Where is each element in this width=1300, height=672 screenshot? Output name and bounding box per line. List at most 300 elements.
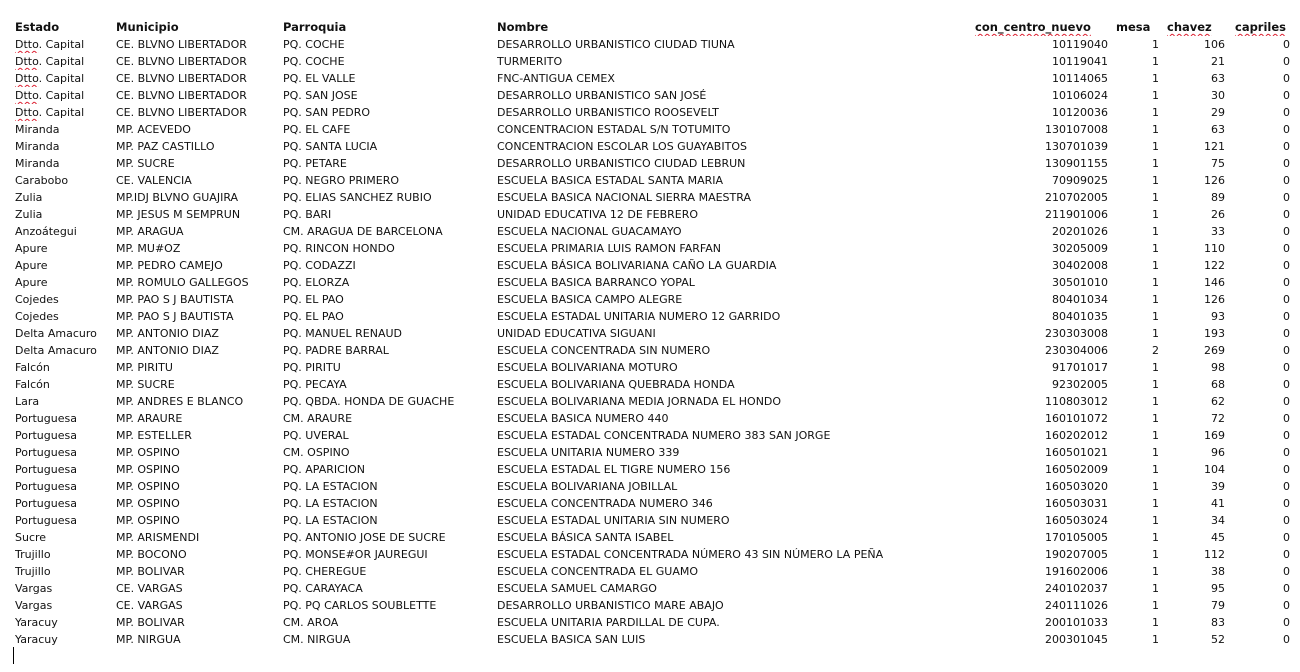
cell-estado[interactable]: Portuguesa [15,514,77,527]
cell-nombre[interactable]: ESCUELA ESTADAL EL TIGRE NUMERO 156 [497,463,731,476]
cell-nombre[interactable]: ESCUELA ESTADAL CONCENTRADA NÚMERO 43 SIN NÚMERO LA PEÑA [497,548,884,561]
cell-municipio[interactable]: MP. OSPINO [116,480,180,493]
cell-mesa[interactable]: 1 [1152,123,1159,136]
cell-mesa[interactable]: 1 [1152,548,1159,561]
cell-capriles[interactable]: 0 [1283,531,1290,544]
cell-nombre[interactable]: ESCUELA ESTADAL UNITARIA SIN NUMERO [497,514,730,527]
cell-nombre[interactable]: DESARROLLO URBANISTICO MARE ABAJO [497,599,724,612]
cell-municipio[interactable]: MP. OSPINO [116,514,180,527]
cell-con-centro-nuevo[interactable]: 160202012 [1045,429,1108,442]
cell-mesa[interactable]: 1 [1152,480,1159,493]
cell-nombre[interactable]: DESARROLLO URBANISTICO SAN JOSÉ [497,89,707,102]
cell-capriles[interactable]: 0 [1283,565,1290,578]
cell-parroquia[interactable]: CM. ARAURE [283,412,353,425]
cell-chavez[interactable]: 41 [1211,497,1225,510]
cell-municipio[interactable]: CE. BLVNO LIBERTADOR [116,72,247,85]
cell-mesa[interactable]: 1 [1152,497,1159,510]
cell-parroquia[interactable]: PQ. LA ESTACION [283,480,378,493]
cell-mesa[interactable]: 1 [1152,225,1159,238]
cell-con-centro-nuevo[interactable]: 160503024 [1045,514,1108,527]
header-parroquia[interactable]: Parroquia [283,20,347,34]
cell-chavez[interactable]: 52 [1211,633,1225,646]
cell-municipio[interactable]: CE. VARGAS [116,582,183,595]
cell-parroquia[interactable]: CM. ARAGUA DE BARCELONA [283,225,443,238]
cell-nombre[interactable]: ESCUELA BOLIVARIANA QUEBRADA HONDA [497,378,735,391]
cell-estado[interactable]: Yaracuy [15,616,58,629]
cell-parroquia[interactable]: CM. NIRGUA [283,633,351,646]
cell-estado[interactable]: Cojedes [15,293,59,306]
cell-capriles[interactable]: 0 [1283,412,1290,425]
cell-capriles[interactable]: 0 [1283,293,1290,306]
cell-con-centro-nuevo[interactable]: 190207005 [1045,548,1108,561]
cell-con-centro-nuevo[interactable]: 240111026 [1045,599,1108,612]
cell-mesa[interactable]: 2 [1152,344,1159,357]
cell-nombre[interactable]: ESCUELA PRIMARIA LUIS RAMON FARFAN [497,242,721,255]
cell-municipio[interactable]: MP. JESUS M SEMPRUN [116,208,241,221]
cell-con-centro-nuevo[interactable]: 200301045 [1045,633,1108,646]
header-estado[interactable]: Estado [15,20,60,34]
cell-parroquia[interactable]: PQ. QBDA. HONDA DE GUACHE [283,395,455,408]
cell-parroquia[interactable]: PQ. LA ESTACION [283,497,378,510]
cell-capriles[interactable]: 0 [1283,191,1290,204]
cell-nombre[interactable]: CONCENTRACION ESCOLAR LOS GUAYABITOS [497,140,747,153]
cell-nombre[interactable]: CONCENTRACION ESTADAL S/N TOTUMITO [497,123,731,136]
cell-mesa[interactable]: 1 [1152,106,1159,119]
cell-mesa[interactable]: 1 [1152,599,1159,612]
cell-con-centro-nuevo[interactable]: 130701039 [1045,140,1108,153]
cell-mesa[interactable]: 1 [1152,259,1159,272]
cell-capriles[interactable]: 0 [1283,123,1290,136]
cell-mesa[interactable]: 1 [1152,463,1159,476]
cell-municipio[interactable]: CE. VARGAS [116,599,183,612]
cell-municipio[interactable]: MP. PAZ CASTILLO [116,140,215,153]
cell-parroquia[interactable]: PQ. SAN PEDRO [283,106,371,119]
cell-nombre[interactable]: ESCUELA UNITARIA PARDILLAL DE CUPA. [497,616,720,629]
cell-capriles[interactable]: 0 [1283,361,1290,374]
cell-con-centro-nuevo[interactable]: 130901155 [1045,157,1108,170]
cell-estado[interactable]: Lara [15,395,40,408]
cell-chavez[interactable]: 72 [1211,412,1225,425]
cell-mesa[interactable]: 1 [1152,38,1159,51]
header-capriles[interactable]: capriles [1235,20,1287,34]
cell-capriles[interactable]: 0 [1283,514,1290,527]
cell-estado[interactable]: Dtto. Capital [15,55,85,68]
cell-mesa[interactable]: 1 [1152,327,1159,340]
cell-estado[interactable]: Portuguesa [15,463,77,476]
cell-chavez[interactable]: 98 [1211,361,1225,374]
cell-estado[interactable]: Miranda [15,123,60,136]
cell-capriles[interactable]: 0 [1283,633,1290,646]
cell-capriles[interactable]: 0 [1283,225,1290,238]
cell-nombre[interactable]: ESCUELA BASICA ESTADAL SANTA MARIA [497,174,724,187]
cell-nombre[interactable]: ESCUELA UNITARIA NUMERO 339 [497,446,680,459]
cell-chavez[interactable]: 95 [1211,582,1225,595]
cell-chavez[interactable]: 45 [1211,531,1225,544]
cell-municipio[interactable]: CE. BLVNO LIBERTADOR [116,55,247,68]
cell-municipio[interactable]: MP. BOLIVAR [116,565,185,578]
cell-mesa[interactable]: 1 [1152,361,1159,374]
cell-estado[interactable]: Miranda [15,157,60,170]
table-row [0,70,1300,87]
cell-capriles[interactable]: 0 [1283,446,1290,459]
cell-mesa[interactable]: 1 [1152,616,1159,629]
cell-municipio[interactable]: MP. OSPINO [116,463,180,476]
cell-con-centro-nuevo[interactable]: 10106024 [1052,89,1108,102]
cell-municipio[interactable]: MP. BOCONO [116,548,187,561]
cell-chavez[interactable]: 79 [1211,599,1225,612]
cell-parroquia[interactable]: PQ. EL PAO [283,310,344,323]
cell-municipio[interactable]: MP. ESTELLER [116,429,192,442]
cell-municipio[interactable]: MP. PEDRO CAMEJO [116,259,223,272]
cell-con-centro-nuevo[interactable]: 230304006 [1045,344,1108,357]
cell-estado[interactable]: Yaracuy [15,633,58,646]
header-mesa[interactable]: mesa [1116,20,1151,34]
cell-nombre[interactable]: ESCUELA CONCENTRADA NUMERO 346 [497,497,713,510]
cell-con-centro-nuevo[interactable]: 160503020 [1045,480,1108,493]
cell-chavez[interactable]: 29 [1211,106,1225,119]
cell-chavez[interactable]: 126 [1204,174,1225,187]
table-row [0,104,1300,121]
cell-estado[interactable]: Trujillo [15,548,51,561]
cell-chavez[interactable]: 75 [1211,157,1225,170]
cell-con-centro-nuevo[interactable]: 80401035 [1052,310,1108,323]
cell-parroquia[interactable]: PQ. SANTA LUCIA [283,140,378,153]
cell-municipio[interactable]: CE. VALENCIA [116,174,192,187]
cell-con-centro-nuevo[interactable]: 10119041 [1052,55,1108,68]
cell-mesa[interactable]: 1 [1152,174,1159,187]
cell-nombre[interactable]: FNC-ANTIGUA CEMEX [497,72,615,85]
cell-estado[interactable]: Portuguesa [15,412,77,425]
table-row [0,240,1300,257]
cell-estado[interactable]: Dtto. Capital [15,89,85,102]
cell-capriles[interactable]: 0 [1283,616,1290,629]
cell-estado[interactable]: Apure [15,276,48,289]
cell-chavez[interactable]: 169 [1204,429,1225,442]
cell-capriles[interactable]: 0 [1283,463,1290,476]
cell-chavez[interactable]: 193 [1204,327,1225,340]
cell-nombre[interactable]: ESCUELA CONCENTRADA EL GUAMO [497,565,699,578]
cell-nombre[interactable]: ESCUELA BASICA NACIONAL SIERRA MAESTRA [497,191,751,204]
cell-municipio[interactable]: MP. MU#OZ [116,242,181,255]
cell-nombre[interactable]: DESARROLLO URBANISTICO ROOSEVELT [497,106,719,119]
cell-nombre[interactable]: UNIDAD EDUCATIVA 12 DE FEBRERO [497,208,699,221]
cell-nombre[interactable]: TURMERITO [497,55,563,68]
cell-mesa[interactable]: 1 [1152,55,1159,68]
cell-capriles[interactable]: 0 [1283,259,1290,272]
cell-municipio[interactable]: MP. NIRGUA [116,633,181,646]
cell-chavez[interactable]: 68 [1211,378,1225,391]
cell-nombre[interactable]: ESCUELA BASICA SAN LUIS [497,633,646,646]
cell-parroquia[interactable]: PQ. ANTONIO JOSE DE SUCRE [283,531,446,544]
cell-estado[interactable]: Apure [15,259,48,272]
cell-con-centro-nuevo[interactable]: 70909025 [1052,174,1108,187]
cell-con-centro-nuevo[interactable]: 170105005 [1045,531,1108,544]
cell-chavez[interactable]: 21 [1211,55,1225,68]
cell-chavez[interactable]: 34 [1211,514,1225,527]
cell-parroquia[interactable]: PQ. BARI [283,208,332,221]
cell-chavez[interactable]: 89 [1211,191,1225,204]
cell-estado[interactable]: Dtto. Capital [15,106,85,119]
cell-mesa[interactable]: 1 [1152,72,1159,85]
cell-municipio[interactable]: CE. BLVNO LIBERTADOR [116,89,247,102]
cell-con-centro-nuevo[interactable]: 211901006 [1045,208,1108,221]
cell-chavez[interactable]: 93 [1211,310,1225,323]
cell-capriles[interactable]: 0 [1283,208,1290,221]
cell-municipio[interactable]: MP. ARAURE [116,412,183,425]
cell-nombre[interactable]: ESCUELA CONCENTRADA SIN NUMERO [497,344,711,357]
cell-parroquia[interactable]: PQ. ELIAS SANCHEZ RUBIO [283,191,432,204]
cell-nombre[interactable]: ESCUELA BASICA BARRANCO YOPAL [497,276,695,289]
cell-chavez[interactable]: 39 [1211,480,1225,493]
cell-municipio[interactable]: MP. ARISMENDI [116,531,200,544]
cell-estado[interactable]: Zulia [15,208,43,221]
cell-capriles[interactable]: 0 [1283,582,1290,595]
cell-capriles[interactable]: 0 [1283,106,1290,119]
cell-estado[interactable]: Dtto. Capital [15,72,85,85]
cell-capriles[interactable]: 0 [1283,344,1290,357]
cell-mesa[interactable]: 1 [1152,395,1159,408]
cell-parroquia[interactable]: PQ. EL VALLE [283,72,356,85]
cell-municipio[interactable]: MP. SUCRE [116,378,175,391]
header-nombre[interactable]: Nombre [497,20,549,34]
cell-capriles[interactable]: 0 [1283,276,1290,289]
cell-capriles[interactable]: 0 [1283,89,1290,102]
cell-nombre[interactable]: ESCUELA BÁSICA BOLIVARIANA CAÑO LA GUARDIA [497,259,777,272]
cell-capriles[interactable]: 0 [1283,395,1290,408]
cell-estado[interactable]: Portuguesa [15,446,77,459]
cell-parroquia[interactable]: PQ. ELORZA [283,276,350,289]
cell-con-centro-nuevo[interactable]: 210702005 [1045,191,1108,204]
cell-chavez[interactable]: 269 [1204,344,1225,357]
cell-parroquia[interactable]: PQ. PECAYA [283,378,347,391]
cell-mesa[interactable]: 1 [1152,140,1159,153]
cell-chavez[interactable]: 62 [1211,395,1225,408]
cell-municipio[interactable]: CE. BLVNO LIBERTADOR [116,106,247,119]
cell-capriles[interactable]: 0 [1283,38,1290,51]
cell-con-centro-nuevo[interactable]: 80401034 [1052,293,1108,306]
cell-estado[interactable]: Sucre [15,531,47,544]
cell-parroquia[interactable]: PQ. PETARE [283,157,347,170]
cell-estado[interactable]: Falcón [15,361,50,374]
cell-mesa[interactable]: 1 [1152,446,1159,459]
cell-municipio[interactable]: MP. OSPINO [116,497,180,510]
cell-mesa[interactable]: 1 [1152,191,1159,204]
cell-mesa[interactable]: 1 [1152,208,1159,221]
cell-capriles[interactable]: 0 [1283,72,1290,85]
cell-con-centro-nuevo[interactable]: 191602006 [1045,565,1108,578]
cell-chavez[interactable]: 33 [1211,225,1225,238]
cell-municipio[interactable]: MP. ACEVEDO [116,123,191,136]
cell-capriles[interactable]: 0 [1283,242,1290,255]
cell-mesa[interactable]: 1 [1152,310,1159,323]
header-con-centro-nuevo[interactable]: con_centro_nuevo [975,20,1091,34]
cell-con-centro-nuevo[interactable]: 240102037 [1045,582,1108,595]
cell-estado[interactable]: Portuguesa [15,497,77,510]
cell-municipio[interactable]: MP. PAO S J BAUTISTA [116,293,234,306]
cell-chavez[interactable]: 112 [1204,548,1225,561]
cell-nombre[interactable]: ESCUELA NACIONAL GUACAMAYO [497,225,682,238]
cell-con-centro-nuevo[interactable]: 200101033 [1045,616,1108,629]
cell-municipio[interactable]: MP. SUCRE [116,157,175,170]
cell-mesa[interactable]: 1 [1152,242,1159,255]
cell-parroquia[interactable]: CM. OSPINO [283,446,350,459]
cell-mesa[interactable]: 1 [1152,565,1159,578]
cell-capriles[interactable]: 0 [1283,55,1290,68]
cell-chavez[interactable]: 30 [1211,89,1225,102]
cell-estado[interactable]: Cojedes [15,310,59,323]
cell-nombre[interactable]: ESCUELA SAMUEL CAMARGO [497,582,657,595]
cell-parroquia[interactable]: PQ. PQ CARLOS SOUBLETTE [283,599,437,612]
cell-con-centro-nuevo[interactable]: 160101072 [1045,412,1108,425]
cell-municipio[interactable]: MP. ANDRES E BLANCO [116,395,244,408]
cell-chavez[interactable]: 121 [1204,140,1225,153]
cell-estado[interactable]: Apure [15,242,48,255]
cell-con-centro-nuevo[interactable]: 20201026 [1052,225,1108,238]
cell-chavez[interactable]: 104 [1204,463,1225,476]
cell-con-centro-nuevo[interactable]: 10119040 [1052,38,1108,51]
cell-con-centro-nuevo[interactable]: 30205009 [1052,242,1108,255]
cell-estado[interactable]: Carabobo [15,174,69,187]
cell-parroquia[interactable]: PQ. EL CAFE [283,123,351,136]
cell-con-centro-nuevo[interactable]: 230303008 [1045,327,1108,340]
cell-parroquia[interactable]: PQ. CODAZZI [283,259,356,272]
cell-municipio[interactable]: MP.IDJ BLVNO GUAJIRA [116,191,239,204]
cell-estado[interactable]: Portuguesa [15,429,77,442]
cell-estado[interactable]: Dtto. Capital [15,38,85,51]
cell-nombre[interactable]: ESCUELA BÁSICA SANTA ISABEL [497,531,674,544]
cell-parroquia[interactable]: PQ. CHEREGUE [283,565,367,578]
cell-con-centro-nuevo[interactable]: 160503031 [1045,497,1108,510]
cell-estado[interactable]: Falcón [15,378,50,391]
cell-nombre[interactable]: ESCUELA BASICA NUMERO 440 [497,412,669,425]
cell-con-centro-nuevo[interactable]: 92302005 [1052,378,1108,391]
cell-parroquia[interactable]: PQ. RINCON HONDO [283,242,395,255]
cell-con-centro-nuevo[interactable]: 110803012 [1045,395,1108,408]
cell-parroquia[interactable]: PQ. LA ESTACION [283,514,378,527]
table-row [0,376,1300,393]
cell-municipio[interactable]: MP. PIRITU [116,361,173,374]
cell-chavez[interactable]: 122 [1204,259,1225,272]
cell-nombre[interactable]: DESARROLLO URBANISTICO CIUDAD LEBRUN [497,157,746,170]
header-municipio[interactable]: Municipio [116,20,179,34]
cell-parroquia[interactable]: PQ. UVERAL [283,429,349,442]
cell-chavez[interactable]: 96 [1211,446,1225,459]
cell-mesa[interactable]: 1 [1152,157,1159,170]
cell-parroquia[interactable]: PQ. PIRITU [283,361,341,374]
header-chavez[interactable]: chavez [1167,20,1212,34]
cell-con-centro-nuevo[interactable]: 30402008 [1052,259,1108,272]
cell-estado[interactable]: Vargas [15,599,53,612]
cell-con-centro-nuevo[interactable]: 30501010 [1052,276,1108,289]
cell-parroquia[interactable]: PQ. PADRE BARRAL [283,344,389,357]
cell-capriles[interactable]: 0 [1283,327,1290,340]
cell-municipio[interactable]: MP. BOLIVAR [116,616,185,629]
cell-con-centro-nuevo[interactable]: 160501021 [1045,446,1108,459]
cell-chavez[interactable]: 126 [1204,293,1225,306]
cell-parroquia[interactable]: PQ. EL PAO [283,293,344,306]
cell-capriles[interactable]: 0 [1283,174,1290,187]
cell-parroquia[interactable]: PQ. COCHE [283,38,345,51]
cell-municipio[interactable]: MP. ARAGUA [116,225,184,238]
cell-municipio[interactable]: MP. ANTONIO DIAZ [116,327,219,340]
cell-mesa[interactable]: 1 [1152,293,1159,306]
cell-estado[interactable]: Portuguesa [15,480,77,493]
cell-municipio[interactable]: MP. ANTONIO DIAZ [116,344,219,357]
cell-chavez[interactable]: 38 [1211,565,1225,578]
cell-capriles[interactable]: 0 [1283,140,1290,153]
cell-chavez[interactable]: 83 [1211,616,1225,629]
cell-nombre[interactable]: ESCUELA ESTADAL CONCENTRADA NUMERO 383 SAN JORGE [497,429,831,442]
cell-estado[interactable]: Zulia [15,191,43,204]
cell-parroquia[interactable]: PQ. MANUEL RENAUD [283,327,403,340]
cell-municipio[interactable]: MP. PAO S J BAUTISTA [116,310,234,323]
cell-nombre[interactable]: UNIDAD EDUCATIVA SIGUANI [497,327,656,340]
cell-mesa[interactable]: 1 [1152,514,1159,527]
cell-nombre[interactable]: ESCUELA BOLIVARIANA JOBILLAL [497,480,678,493]
cell-nombre[interactable]: DESARROLLO URBANISTICO CIUDAD TIUNA [497,38,735,51]
cell-parroquia[interactable]: PQ. NEGRO PRIMERO [283,174,400,187]
cell-nombre[interactable]: ESCUELA ESTADAL UNITARIA NUMERO 12 GARRIDO [497,310,781,323]
cell-estado[interactable]: Vargas [15,582,53,595]
cell-chavez[interactable]: 63 [1211,123,1225,136]
cell-mesa[interactable]: 1 [1152,633,1159,646]
cell-parroquia[interactable]: PQ. APARICION [283,463,365,476]
cell-municipio[interactable]: MP. ROMULO GALLEGOS [116,276,249,289]
cell-parroquia[interactable]: CM. AROA [283,616,339,629]
cell-nombre[interactable]: ESCUELA BASICA CAMPO ALEGRE [497,293,683,306]
cell-chavez[interactable]: 26 [1211,208,1225,221]
cell-estado[interactable]: Miranda [15,140,60,153]
cell-capriles[interactable]: 0 [1283,378,1290,391]
cell-mesa[interactable]: 1 [1152,582,1159,595]
cell-nombre[interactable]: ESCUELA BOLIVARIANA MOTURO [497,361,678,374]
cell-parroquia[interactable]: PQ. SAN JOSE [283,89,358,102]
cell-capriles[interactable]: 0 [1283,548,1290,561]
cell-mesa[interactable]: 1 [1152,276,1159,289]
cell-estado[interactable]: Delta Amacuro [15,327,97,340]
cell-municipio[interactable]: MP. OSPINO [116,446,180,459]
cell-estado[interactable]: Delta Amacuro [15,344,97,357]
cell-capriles[interactable]: 0 [1283,157,1290,170]
cell-con-centro-nuevo[interactable]: 10120036 [1052,106,1108,119]
cell-mesa[interactable]: 1 [1152,378,1159,391]
cell-mesa[interactable]: 1 [1152,429,1159,442]
cell-parroquia[interactable]: PQ. CARAYACA [283,582,363,595]
cell-capriles[interactable]: 0 [1283,429,1290,442]
cell-chavez[interactable]: 63 [1211,72,1225,85]
cell-mesa[interactable]: 1 [1152,89,1159,102]
cell-chavez[interactable]: 146 [1204,276,1225,289]
cell-con-centro-nuevo[interactable]: 130107008 [1045,123,1108,136]
cell-con-centro-nuevo[interactable]: 91701017 [1052,361,1108,374]
cell-parroquia[interactable]: PQ. COCHE [283,55,345,68]
cell-estado[interactable]: Anzoátegui [15,225,77,238]
cell-con-centro-nuevo[interactable]: 10114065 [1052,72,1108,85]
cell-capriles[interactable]: 0 [1283,480,1290,493]
cell-parroquia[interactable]: PQ. MONSE#OR JAUREGUI [283,548,428,561]
cell-mesa[interactable]: 1 [1152,531,1159,544]
cell-estado[interactable]: Trujillo [15,565,51,578]
cell-municipio[interactable]: CE. BLVNO LIBERTADOR [116,38,247,51]
cell-mesa[interactable]: 1 [1152,412,1159,425]
cell-con-centro-nuevo[interactable]: 160502009 [1045,463,1108,476]
cell-capriles[interactable]: 0 [1283,310,1290,323]
cell-capriles[interactable]: 0 [1283,599,1290,612]
cell-chavez[interactable]: 110 [1204,242,1225,255]
cell-nombre[interactable]: ESCUELA BOLIVARIANA MEDIA JORNADA EL HONDO [497,395,782,408]
cell-capriles[interactable]: 0 [1283,497,1290,510]
cell-chavez[interactable]: 106 [1204,38,1225,51]
